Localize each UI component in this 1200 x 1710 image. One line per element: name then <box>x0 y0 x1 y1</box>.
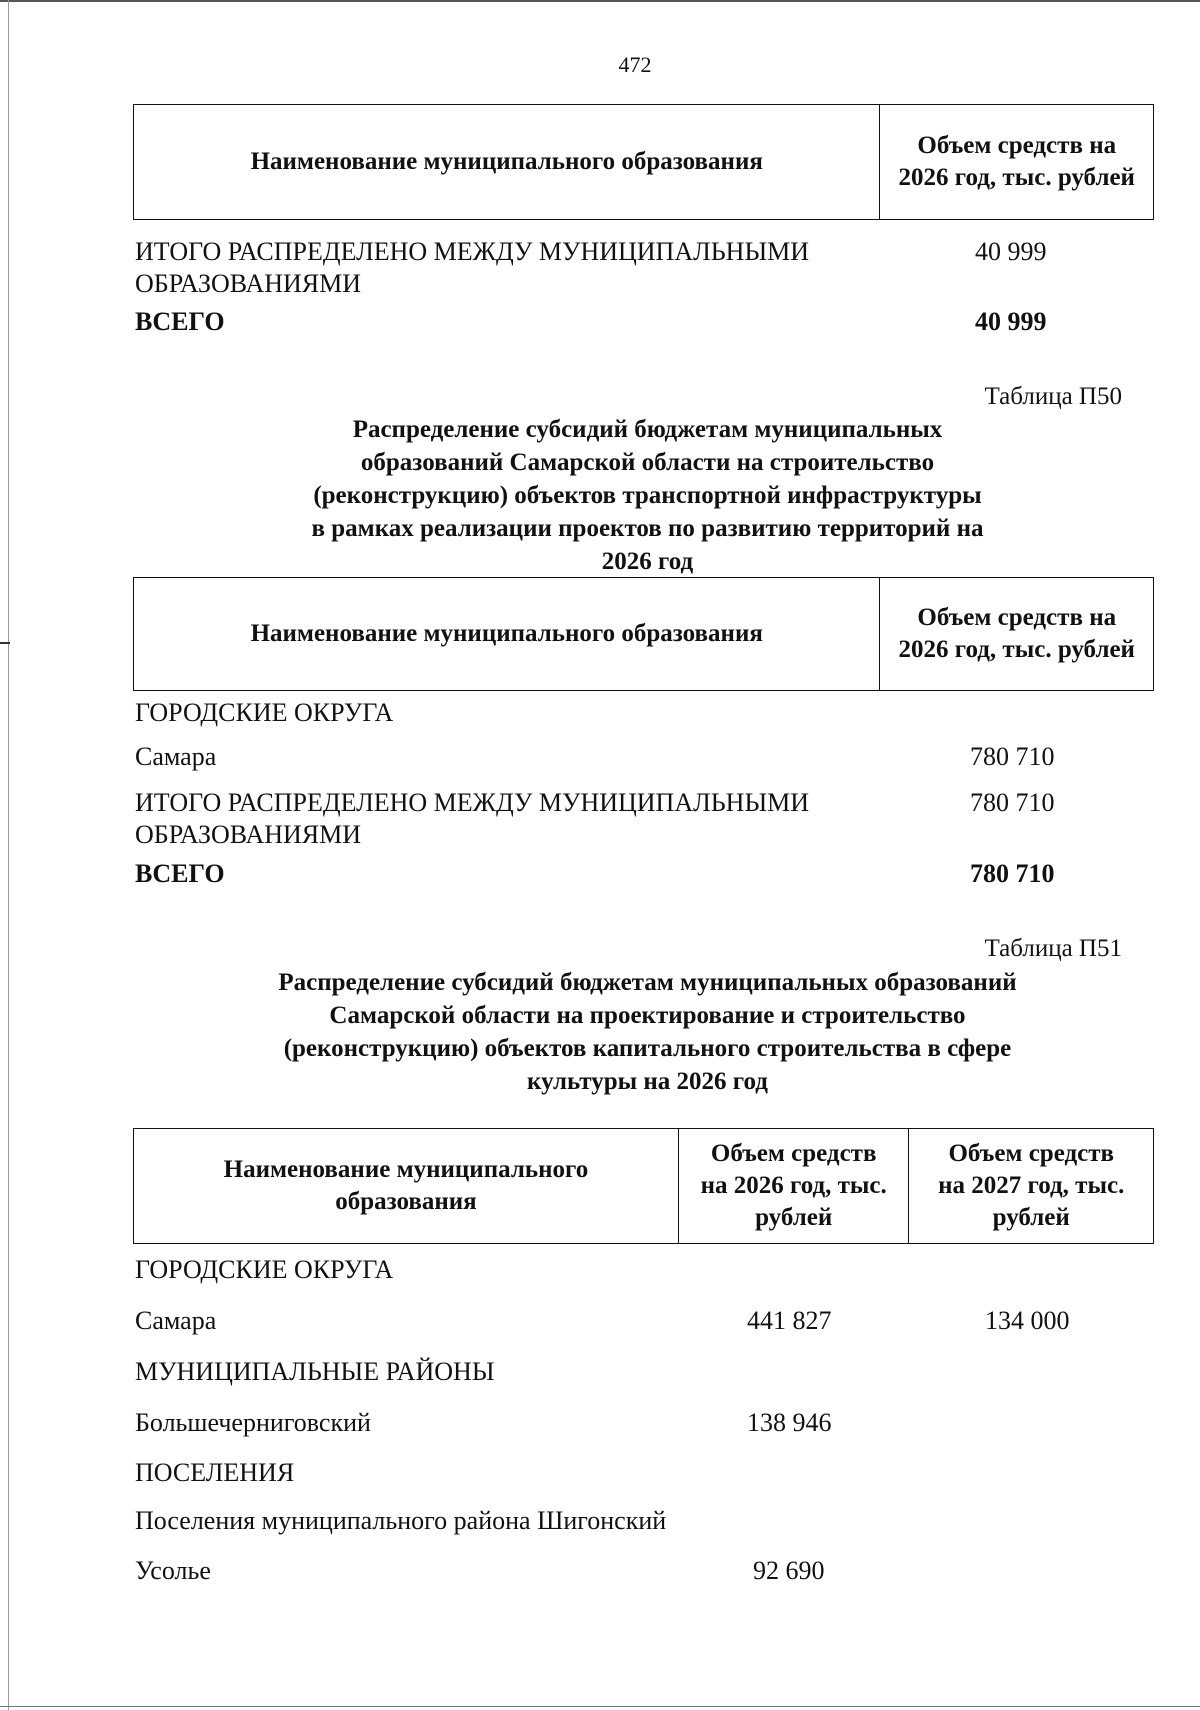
table-p51-subsection: Поселения муниципального района Шигонский <box>135 1506 667 1535</box>
scan-edge-top <box>0 0 1200 2</box>
table-p51-row-name: Усолье <box>135 1556 211 1585</box>
header-value-col: Объем средств на 2026 год, тыс. рублей <box>879 105 1153 219</box>
header-2027-col: Объем средств на 2027 год, тыс. рублей <box>908 1129 1153 1243</box>
table-p51-row-value-2027: 134 000 <box>985 1306 1070 1335</box>
table-p50-grand-value: 780 710 <box>970 859 1055 888</box>
table-cont-header <box>133 104 1154 220</box>
scan-edge-left <box>8 0 9 1710</box>
header-name-col: Наименование муниципального образования <box>250 148 763 175</box>
table-cont-grand-name: ВСЕГО <box>135 307 225 336</box>
table-p51-section: ГОРОДСКИЕ ОКРУГА <box>135 1255 394 1284</box>
table-cont-total-value: 40 999 <box>975 237 1047 266</box>
table-p50-label: Таблица П50 <box>984 383 1122 410</box>
scan-margin-mark <box>0 642 10 644</box>
table-p50-row-name: Самара <box>135 742 217 771</box>
table-p51-label: Таблица П51 <box>984 935 1122 962</box>
table-p51-row-name: Самара <box>135 1306 217 1335</box>
table-p50-total-name: ИТОГО РАСПРЕДЕЛЕНО МЕЖДУ МУНИЦИПАЛЬНЫМИ ОБРАЗОВАНИЯМИ <box>135 788 810 849</box>
header-2026-col: Объем средств на 2026 год, тыс. рублей <box>678 1129 909 1243</box>
table-p50-row-value: 780 710 <box>970 742 1055 771</box>
table-p51-header <box>133 1128 1154 1244</box>
table-cont-total-name: ИТОГО РАСПРЕДЕЛЕНО МЕЖДУ МУНИЦИПАЛЬНЫМИ ОБРАЗОВАНИЯМИ <box>135 237 810 298</box>
table-p50-title: Распределение субсидий бюджетам муниципальных образований Самарской области на строительство (реконструкцию) объектов транспортной инфраструктуры в рамках реализации проектов по развитию территорий на 2026 год <box>311 416 984 575</box>
table-p51-row-value-2026: 92 690 <box>753 1556 825 1585</box>
table-p50-section: ГОРОДСКИЕ ОКРУГА <box>135 698 394 727</box>
table-cont-grand-value: 40 999 <box>975 307 1047 336</box>
table-p50-header <box>133 577 1154 691</box>
header-name-col: Наименование муниципального образования <box>250 620 763 647</box>
scan-edge-bottom <box>0 1706 1200 1707</box>
header-name-col: Наименование муниципального образования <box>223 1156 589 1215</box>
table-p50-grand-name: ВСЕГО <box>135 859 225 888</box>
table-p51-section: МУНИЦИПАЛЬНЫЕ РАЙОНЫ <box>135 1357 495 1386</box>
table-p51-row-value-2026: 441 827 <box>747 1306 832 1335</box>
header-value-col: Объем средств на 2026 год, тыс. рублей <box>879 578 1153 690</box>
table-p50-total-value: 780 710 <box>970 788 1055 817</box>
table-p51-row-value-2026: 138 946 <box>747 1408 832 1437</box>
page-number: 472 <box>618 52 652 77</box>
table-p51-title: Распределение субсидий бюджетам муниципальных образований Самарской области на проектирование и строительство (реконструкцию) объектов капитального строительства в сфере культуры на 2026 год <box>278 969 1017 1095</box>
table-p51-row-name: Большечерниговский <box>135 1408 371 1437</box>
table-p51-section: ПОСЕЛЕНИЯ <box>135 1458 295 1487</box>
